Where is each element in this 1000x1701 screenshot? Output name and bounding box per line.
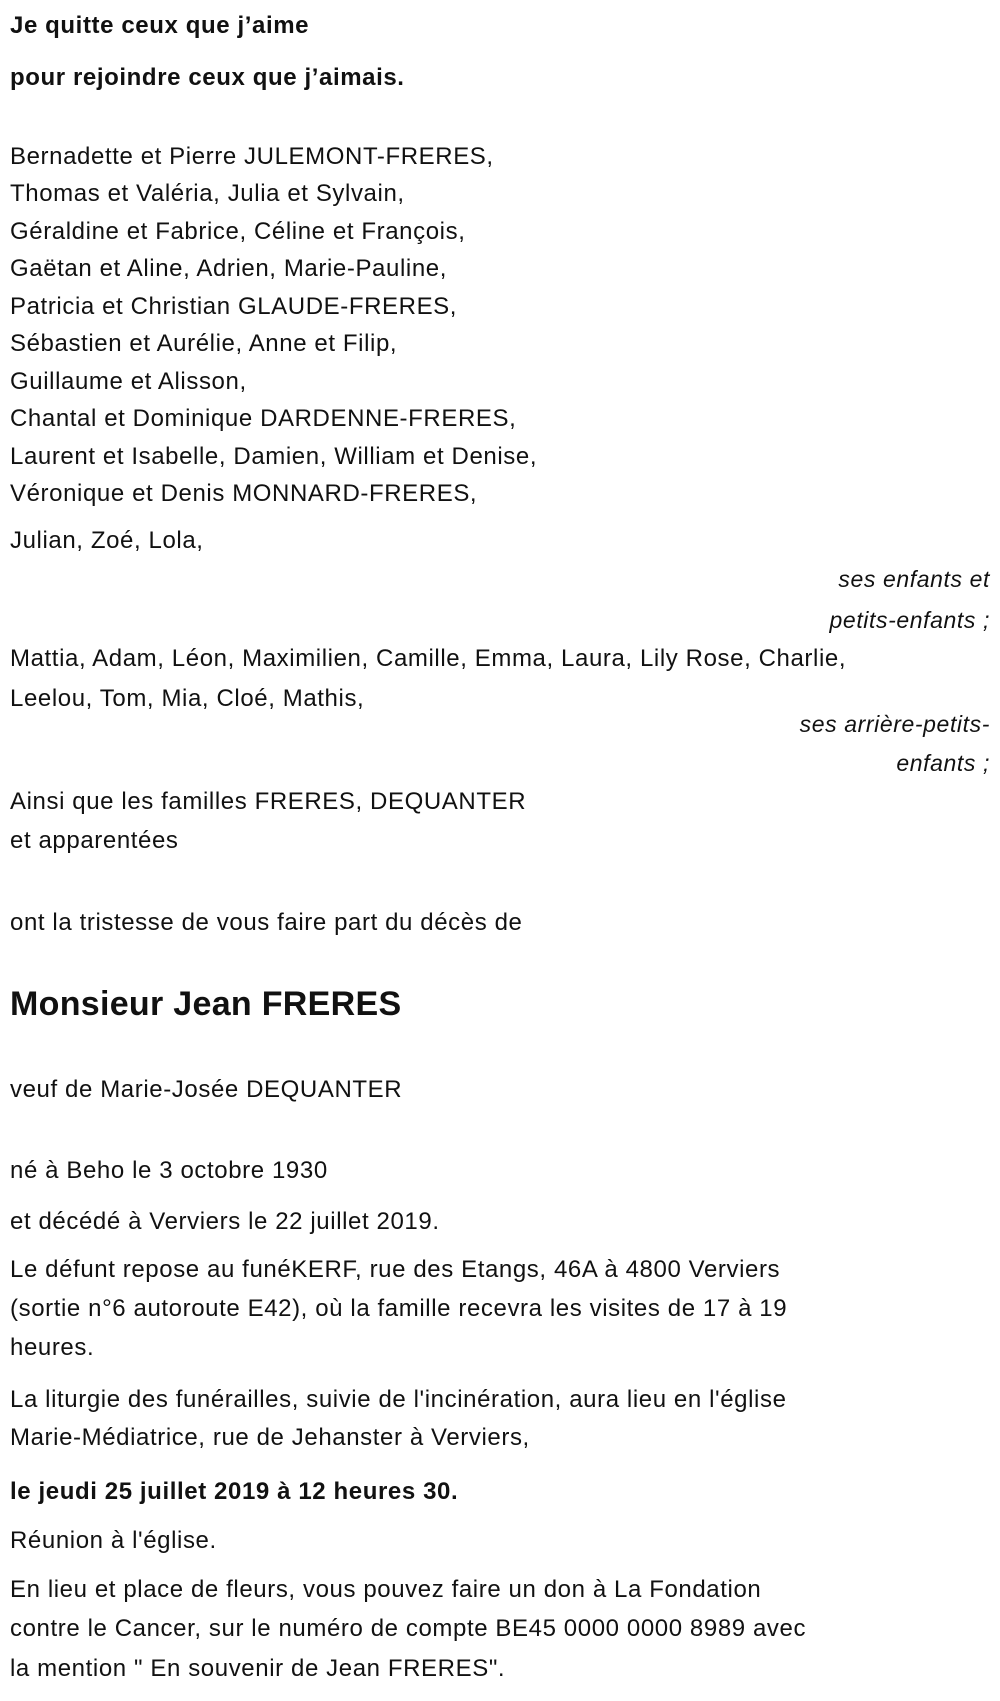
children-line: Gaëtan et Aline, Adrien, Marie-Pauline,: [10, 255, 447, 282]
children-line: Sébastien et Aurélie, Anne et Filip,: [10, 330, 398, 357]
children-line: Patricia et Christian GLAUDE-FRERES,: [10, 293, 458, 320]
children-line: Véronique et Denis MONNARD-FRERES,: [10, 480, 478, 507]
liturgy-line: Marie-Médiatrice, rue de Jehanster à Verviers,: [10, 1424, 530, 1451]
announcement: ont la tristesse de vous faire part du décès de: [10, 909, 523, 936]
donation-line: la mention " En souvenir de Jean FRERES".: [10, 1655, 506, 1682]
repose-line: (sortie n°6 autoroute E42), où la famille recevra les visites de 17 à 19: [10, 1295, 788, 1322]
children-label: ses enfants et: [838, 566, 990, 592]
children-label: petits-enfants ;: [829, 607, 990, 633]
birth-line: né à Beho le 3 octobre 1930: [10, 1157, 328, 1184]
children-line: Guillaume et Alisson,: [10, 368, 247, 395]
great-grandchildren-label: enfants ;: [896, 750, 990, 776]
children-line: Julian, Zoé, Lola,: [10, 527, 204, 554]
great-grandchildren-label: ses arrière-petits-: [799, 711, 990, 737]
repose-line: heures.: [10, 1334, 95, 1361]
children-line: Laurent et Isabelle, Damien, William et Denise,: [10, 443, 538, 470]
donation-line: contre le Cancer, sur le numéro de compte BE45 0000 0000 8989 avec: [10, 1615, 807, 1642]
epitaph-line: Je quitte ceux que j’aime: [10, 12, 310, 39]
deceased-name: Monsieur Jean FRERES: [10, 985, 402, 1023]
families-line: et apparentées: [10, 827, 179, 854]
children-line: Bernadette et Pierre JULEMONT-FRERES,: [10, 143, 494, 170]
children-line: Chantal et Dominique DARDENNE-FRERES,: [10, 405, 517, 432]
children-line: Thomas et Valéria, Julia et Sylvain,: [10, 180, 405, 207]
funeral-date: le jeudi 25 juillet 2019 à 12 heures 30.: [10, 1478, 459, 1505]
donation-line: En lieu et place de fleurs, vous pouvez faire un don à La Fondation: [10, 1576, 762, 1603]
widower-line: veuf de Marie-Josée DEQUANTER: [10, 1076, 403, 1103]
great-grandchildren-line: Leelou, Tom, Mia, Cloé, Mathis,: [10, 685, 365, 712]
death-line: et décédé à Verviers le 22 juillet 2019.: [10, 1208, 440, 1235]
families-line: Ainsi que les familles FRERES, DEQUANTER: [10, 788, 527, 815]
epitaph-line: pour rejoindre ceux que j’aimais.: [10, 64, 405, 91]
meeting-line: Réunion à l'église.: [10, 1527, 217, 1554]
liturgy-line: La liturgie des funérailles, suivie de l'incinération, aura lieu en l'église: [10, 1386, 787, 1413]
children-line: Géraldine et Fabrice, Céline et François,: [10, 218, 466, 245]
great-grandchildren-line: Mattia, Adam, Léon, Maximilien, Camille, Emma, Laura, Lily Rose, Charlie,: [10, 645, 847, 672]
repose-line: Le défunt repose au funéKERF, rue des Etangs, 46A à 4800 Verviers: [10, 1256, 781, 1283]
